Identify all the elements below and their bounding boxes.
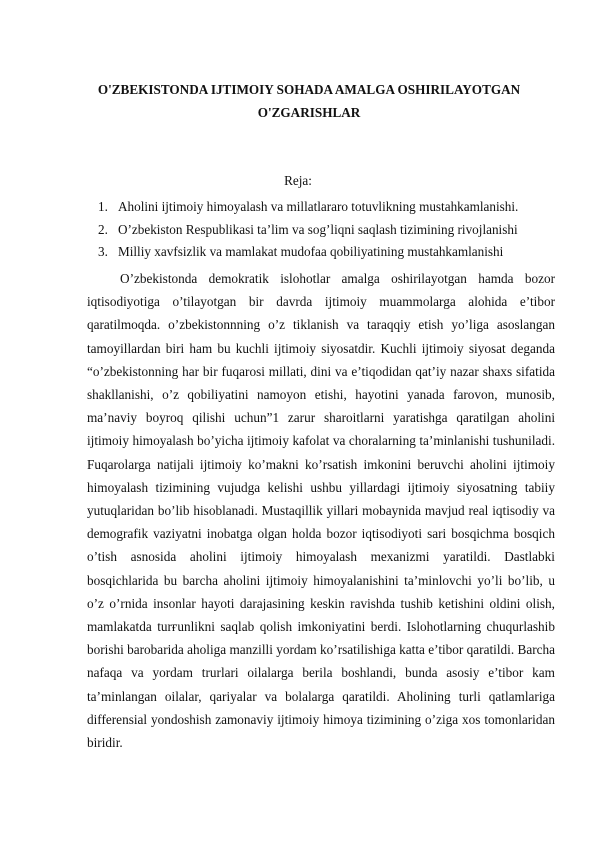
plan-heading: Reja:	[284, 173, 312, 188]
plan-item-number: 1.	[98, 199, 108, 214]
plan-list	[98, 196, 568, 264]
plan-item-text: Milliy xavfsizlik va mamlakat mudofaa qobiliyatining mustahkamlanishi	[118, 244, 504, 259]
body-paragraph: O’zbekistonda demokratik islohotlar amalga oshirilayotgan hamda bozor iqtisodiyotiga o’tilayotgan bir davrda ijtimoiy muammolarga alohida e’tibor qaratilmoqda. o’zbekistonnning o’z tiklanish va taraqqiy etish yo’liga asoslangan tamoyillardan biri ham bu kuchli ijtimoiy siyosatdir. Kuchli ijtimoiy siyosat deganda “o’zbekistonning har bir fuqarosi millati, dini va e’tiqodidan qat’iy nazar shaxs sifatida shakllanishi, o’z qobiliyatini namoyon etishi, hayotini yanada farovon, munosib, ma’naviy boyroq qilishi uchun”1 zarur sharoitlarni yaratishga qaratilgan aholini ijtimoiy himoyalash bo’yicha ijtimoiy kafolat va choralarning ta’minlanishi tushuniladi. Fuqarolarga natijali ijtimoiy ko’makni ko’rsatish imkonini beruvchi aholini ijtimoiy himoyalash tizimining vujudga kelishi ushbu yillardagi ijtimoiy siyosatning tabiiy yutuqlaridan bo’lib hisoblanadi. Mustaqillik yillari mobaynida mavjud real iqtisodiy va demografik vaziyatni inobatga olgan holda bozor iqtisodiyoti sari bosqichma bosqich o’tish asnosida aholini ijtimoiy himoyalash mexanizmi yaratildi. Dastlabki bosqichlarida bu barcha aholini ijtimoiy himoyalanishini ta’minlovchi yo’li bo’lib, u o’z o’rnida insonlar hayoti darajasining keskin ravishda tushib ketishini oldini olish, mamlakatda turғunlikni saqlab qolish imkoniyatini berdi. Islohotlarning chuqurlashib borishi barobarida aholiga manzilli yordam ko’rsatilishiga katta e’tibor qaratildi. Barcha nafaqa va yordam trurlari oilalarga berila boshlandi, bunda asosiy e’tibor kam ta’minlangan oilalar, qariyalar va bolalarga qaratildi. Aholining turli qatlamlariga differensial yondoshish zamonaviy ijtimoiy himoya tizimining o’ziga xos tomonlaridan biridir.	[87, 271, 555, 751]
plan-item	[98, 219, 568, 242]
plan-item-text: O’zbekiston Respublikasi ta’lim va sog’liqni saqlash tizimining rivojlanishi	[118, 221, 518, 237]
plan-item-text: Aholini ijtimoiy himoyalash va millatlararo totuvlikning mustahkamlanishi.	[118, 199, 519, 214]
plan-item-number: 2.	[98, 221, 108, 237]
plan-item	[98, 241, 568, 264]
document-title: O'ZBEKISTONDA IJTIMOIY SOHADA AMALGA OSHIRILAYOTGAN O'ZGARISHLAR	[97, 82, 521, 120]
plan-item-number: 3.	[98, 244, 108, 259]
plan-item	[98, 196, 568, 219]
